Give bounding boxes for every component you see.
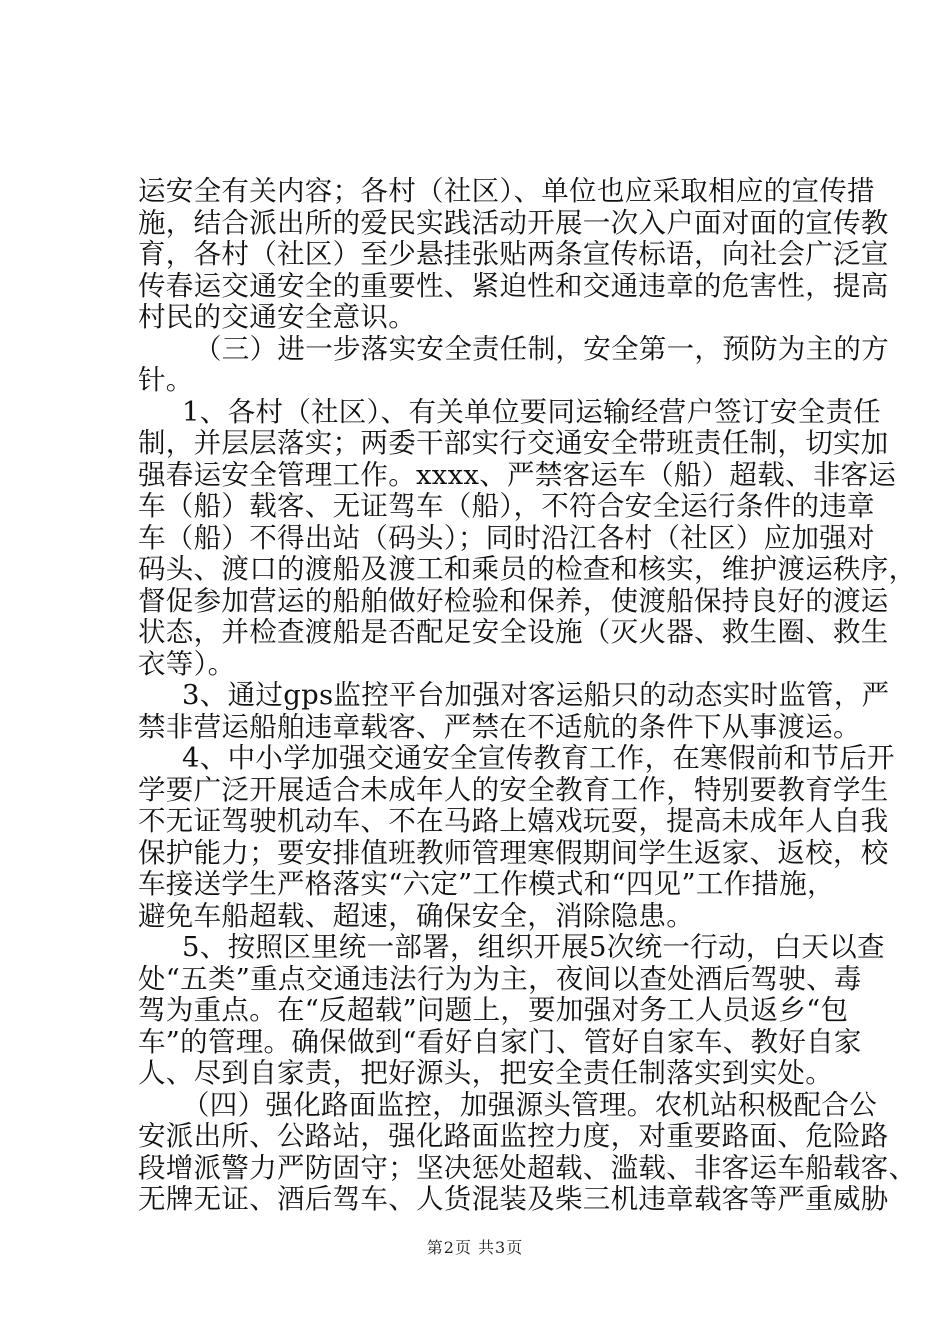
text-line: 车”的管理。确保做到“看好自家门、管好自家车、教好自家 <box>138 1025 862 1058</box>
text-line: 传春运交通安全的重要性、紧迫性和交通违章的危害性，提高 <box>138 269 889 302</box>
text-line: 避免车船超载、超速，确保安全，消除隐患。 <box>138 899 694 932</box>
text-line: 安派出所、公路站，强化路面监控力度，对重要路面、危险路 <box>138 1120 889 1152</box>
text-line: 状态，并检查渡船是否配足安全设施（灭火器、救生圈、救生 <box>138 616 889 648</box>
paragraph-start-line: 3、通过gps监控平台加强对客运船只的动态实时监管，严 <box>182 679 890 711</box>
text-line: 运安全有关内容；各村（社区）、单位也应采取相应的宣传措 <box>138 175 875 207</box>
text-line: 码头、渡口的渡船及渡工和乘员的检查和核实，维护渡运秩序， <box>138 553 917 585</box>
text-line: 村民的交通安全意识。 <box>138 301 416 333</box>
text-line: 强春运安全管理工作。xxxx、严禁客运车（船）超载、非客运 <box>138 458 897 491</box>
text-line: 督促参加营运的船舶做好检验和保养，使渡船保持良好的渡运 <box>138 584 889 617</box>
text-line: 无牌无证、酒后驾车、人货混装及柴三机违章载客等严重威胁 <box>138 1183 889 1215</box>
text-line: 不无证驾驶机动车、不在马路上嬉戏玩耍，提高未成年人自我 <box>138 805 889 837</box>
text-line: 学要广泛开展适合未成年人的安全教育工作，特别要教育学生 <box>138 773 889 806</box>
text-line: 车接送学生严格落实“六定”工作模式和“四见”工作措施， <box>138 868 835 900</box>
text-line: 制，并层层落实；两委干部实行交通安全带班责任制，切实加 <box>138 427 889 459</box>
text-line: 禁非营运船舶违章载客、严禁在不适航的条件下从事渡运。 <box>138 710 861 743</box>
text-line: 人、尽到自家责，把好源头，把安全责任制落实到实处。 <box>138 1057 833 1089</box>
paragraph-start-line: 1、各村（社区）、有关单位要同运输经营户签订安全责任 <box>182 395 882 428</box>
text-line: 车（船）不得出站（码头）；同时沿江各村（社区）应加强对 <box>138 521 875 554</box>
text-line: 段增派警力严防固守；坚决惩处超载、滥载、非客运车船载客、 <box>138 1151 917 1184</box>
paragraph-start-line: 4、中小学加强交通安全宣传教育工作，在寒假前和节后开 <box>182 742 895 774</box>
body-text <box>138 175 917 1216</box>
text-line: 车（船）载客、无证驾车（船），不符合安全运行条件的违章 <box>138 490 875 522</box>
text-line: 驾为重点。在“反超载”问题上，要加强对务工人员返乡“包 <box>138 994 849 1026</box>
section-heading-line: （三）进一步落实安全责任制，安全第一，预防为主的方 <box>194 332 889 365</box>
text-line: 育，各村（社区）至少悬挂张贴两条宣传标语，向社会广泛宣 <box>138 238 889 270</box>
text-line: 保护能力；要安排值班教师管理寒假期间学生返家、返校，校 <box>138 836 889 869</box>
page-footer: 第2页 共3页 <box>426 1238 524 1257</box>
text-line: 施，结合派出所的爱民实践活动开展一次入户面对面的宣传教 <box>138 206 889 239</box>
text-line: 处“五类”重点交通违法行为为主，夜间以查处酒后驾驶、毒 <box>138 962 862 995</box>
section-heading-line: （四）强化路面监控，加强源头管理。农机站积极配合公 <box>182 1088 877 1121</box>
paragraph-start-line: 5、按照区里统一部署，组织开展5次统一行动，白天以查 <box>182 931 885 963</box>
text-line: 衣等）。 <box>138 647 236 680</box>
text-line: 针。 <box>138 364 194 396</box>
